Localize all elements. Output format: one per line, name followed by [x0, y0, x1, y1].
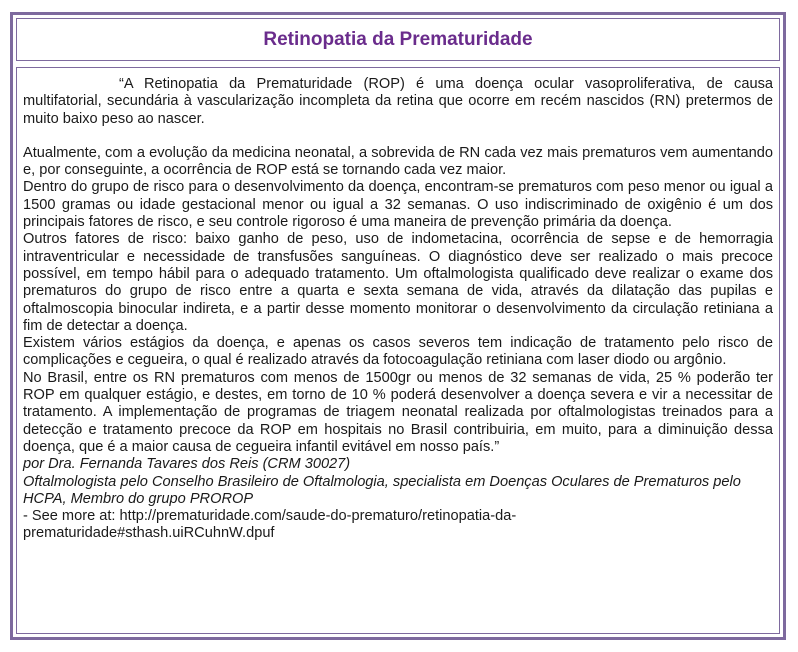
paragraph-brazil: No Brasil, entre os RN prematuros com menos de 1500gr ou menos de 32 semanas de vida, 25 % poderão ter ROP em qualquer estágio, e destes, em torno de 10 % poderá desenvolver a doença severa e vir a necessitar de tratamento. A implementação de programas de triagem neonatal realizada por oftalmologistas treinados para a detecção e tratamento precoce da ROP em hospitais no Brasil contribuiria, em muito, para a diminuição dessa doença, que é a maior causa de cegueira infantil evitável em nosso país.”: [23, 369, 773, 455]
see-more-line-1: - See more at: http://prematuridade.com/saude-do-prematuro/retinopatia-da-: [23, 508, 517, 525]
article-body: [16, 67, 780, 634]
paragraph-evolution: Atualmente, com a evolução da medicina neonatal, a sobrevida de RN cada vez mais prematuros vem aumentando e, por conseguinte, a ocorrência de ROP está se tornando cada vez maior.: [23, 144, 773, 179]
author-line: por Dra. Fernanda Tavares dos Reis (CRM 30027): [23, 456, 351, 473]
paragraph-risk-factors: Outros fatores de risco: baixo ganho de peso, uso de indometacina, ocorrência de sepse e de hemorragia intraventricular e necessidade de transfusões sanguíneas. O diagnóstico deve ser realizado o mais precoce possível, em tempo hábil para o adequado tratamento. Um oftalmologista qualificado deve realizar o exame dos prematuros do grupo de risco entre a quarta e sexta semana de vida, através da dilatação das pupilas e oftalmoscopia binocular indireta, e a partir desse momento monitorar o desenvolvimento da circulação retiniana a fim de detectar a doença.: [23, 231, 773, 334]
see-more-line-2: prematuridade#sthash.uiRCuhnW.dpuf: [23, 525, 275, 542]
page-title: Retinopatia da Prematuridade: [263, 28, 533, 50]
paragraph-spacer: [23, 128, 773, 145]
see-more-link[interactable]: [23, 508, 773, 543]
author-credentials: Oftalmologista pelo Conselho Brasileiro de Oftalmologia, specialista em Doenças Oculares de Prematuros pelo HCPA, Membro do grupo PROROP: [23, 473, 741, 507]
paragraph-intro: “A Retinopatia da Prematuridade (ROP) é uma doença ocular vasoproliferativa, de causa multifatorial, secundária à vascularização incompleta da retina que ocorre em recém nascidos (RN) pretermos de muito baixo peso ao nascer.: [23, 76, 773, 127]
paragraph-risk-group: Dentro do grupo de risco para o desenvolvimento da doença, encontram-se prematuros com peso menor ou igual a 1500 gramas ou idade gestacional menor ou igual a 32 semanas. O uso indiscriminado de oxigênio é um dos principais fatores de risco, e seu controle rigoroso é uma maneira de prevenção primária da doença.: [23, 179, 773, 231]
title-box: [16, 18, 780, 61]
paragraph-stages: Existem vários estágios da doença, e apenas os casos severos tem indicação de tratamento pelo risco de complicações e cegueira, o qual é realizado através da fotocoagulação retiniana com laser diodo ou argônio.: [23, 335, 773, 369]
article-frame: [10, 12, 786, 640]
